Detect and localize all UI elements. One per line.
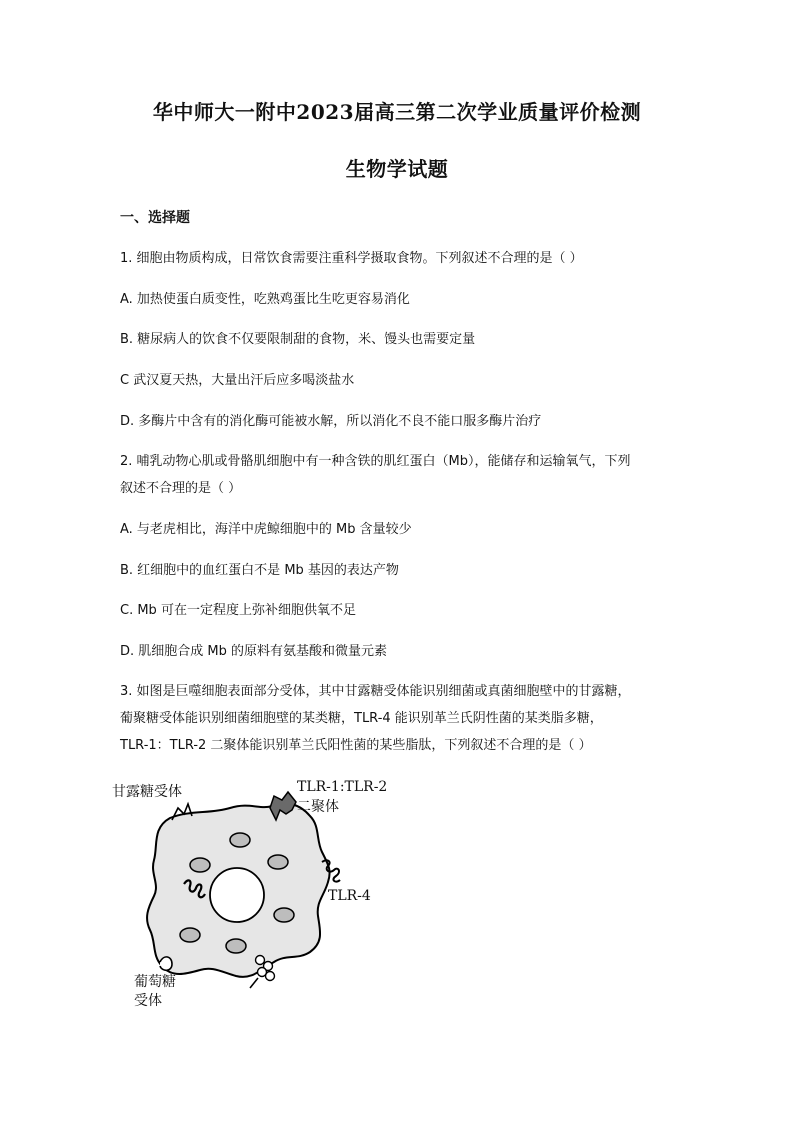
q3-stem-line2: 葡聚糖受体能识别细菌细胞壁的某类糖，TLR-4 能识别革兰氏阴性菌的某类脂多糖， (120, 711, 603, 726)
nucleus (210, 868, 264, 922)
label-glucan-line2: 受体 (134, 993, 162, 1009)
q1-option-b: B. 糖尿病人的饮食不仅要限制甜的食物，米、馒头也需要定量 (120, 332, 476, 347)
organelle (190, 858, 210, 872)
exam-subtitle: 生物学试题 (345, 157, 449, 181)
section-heading: 一、选择题 (120, 210, 190, 226)
q2-stem-line1: 2. 哺乳动物心肌或骨骼肌细胞中有一种含铁的肌红蛋白（Mb），能储存和运输氧气，下列 (120, 454, 631, 469)
organelle (274, 908, 294, 922)
q2-option-a: A. 与老虎相比，海洋中虎鲸细胞中的 Mb 含量较少 (120, 522, 412, 537)
label-glucan-line1: 葡萄糖 (134, 974, 176, 990)
q1-option-c: C 武汉夏天热，大量出汗后应多喝淡盐水 (120, 373, 355, 388)
label-tlr1-tlr2: TLR-1:TLR-2 (297, 779, 388, 795)
label-mannose-receptor: 甘露糖受体 (112, 784, 182, 800)
q3-stem-line1: 3. 如图是巨噬细胞表面部分受体，其中甘露糖受体能识别细菌或真菌细胞壁中的甘露糖， (120, 684, 631, 699)
organelle (226, 939, 246, 953)
q2-option-c: C. Mb 可在一定程度上弥补细胞供氧不足 (120, 603, 356, 618)
q2-option-b: B. 红细胞中的血红蛋白不是 Mb 基因的表达产物 (120, 563, 399, 578)
q1-option-d: D. 多酶片中含有的消化酶可能被水解，所以消化不良不能口服多酶片治疗 (120, 414, 542, 429)
label-tlr4: TLR-4 (328, 888, 371, 904)
label-dimer: 二聚体 (297, 799, 339, 815)
macrophage-diagram (110, 770, 410, 1020)
organelle (268, 855, 288, 869)
q3-stem-line3: TLR-1：TLR-2 二聚体能识别革兰氏阳性菌的某些脂肽，下列叙述不合理的是（ ） (120, 738, 592, 753)
exam-title: 华中师大一附中2023届高三第二次学业质量评价检测 (152, 100, 642, 124)
q2-option-d: D. 肌细胞合成 Mb 的原料有氨基酸和微量元素 (120, 644, 388, 659)
q1-stem: 1. 细胞由物质构成，日常饮食需要注重科学摄取食物。下列叙述不合理的是（ ） (120, 251, 583, 266)
organelle (180, 928, 200, 942)
q1-option-a: A. 加热使蛋白质变性，吃熟鸡蛋比生吃更容易消化 (120, 292, 410, 307)
organelle (230, 833, 250, 847)
glucan-receptor-shape (160, 957, 172, 970)
q2-stem-line2: 叙述不合理的是（ ） (120, 481, 242, 496)
